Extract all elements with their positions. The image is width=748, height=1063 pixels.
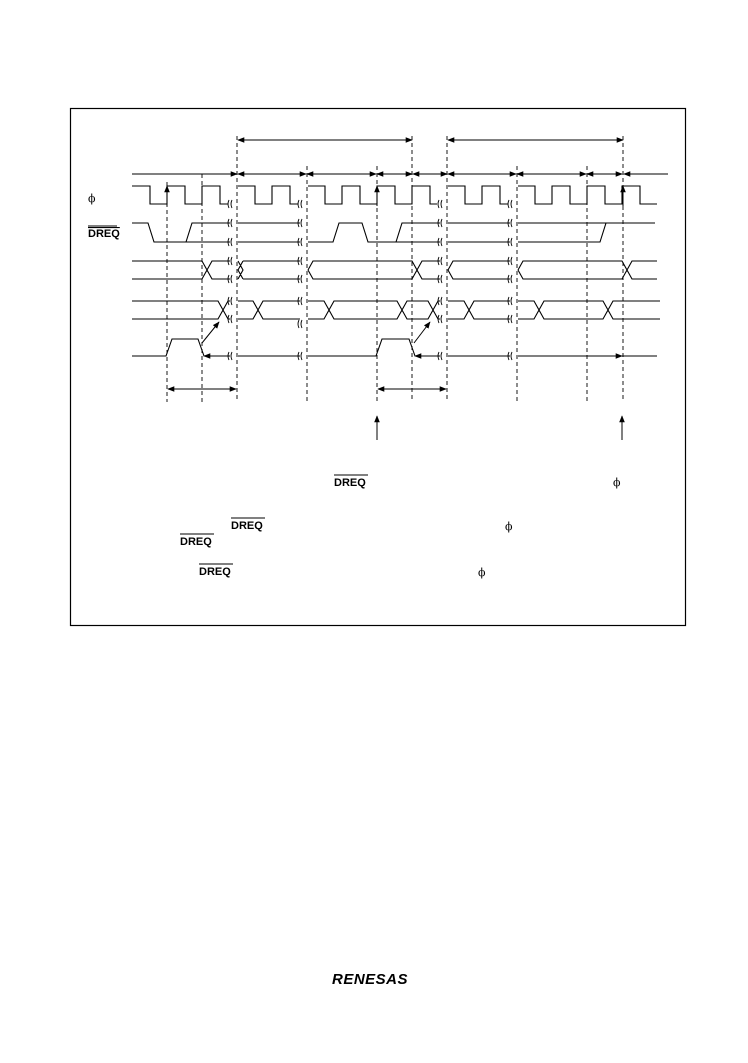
break-marks bbox=[228, 200, 512, 360]
dreq-signal-label: DREQ bbox=[88, 228, 120, 240]
reference-lines bbox=[167, 136, 623, 402]
clock-signal-label: ϕ bbox=[88, 192, 96, 205]
edge-pointer-arrows bbox=[202, 322, 430, 343]
clock-waveform bbox=[132, 186, 657, 204]
note3-phi: ϕ bbox=[478, 566, 486, 579]
renesas-logo bbox=[332, 971, 408, 988]
note2-phi: ϕ bbox=[505, 520, 513, 533]
bus-signal-2 bbox=[132, 301, 660, 319]
note2-dreq-a: DREQ bbox=[231, 520, 263, 532]
note1-dreq: DREQ bbox=[334, 477, 366, 489]
note1-phi: ϕ bbox=[613, 476, 621, 489]
note3-dreq: DREQ bbox=[199, 566, 231, 578]
bus-signal-1 bbox=[132, 261, 657, 279]
sampling-up-arrows bbox=[377, 416, 622, 440]
svg-text:RENESAS: RENESAS bbox=[332, 971, 409, 988]
note2-dreq-b: DREQ bbox=[180, 536, 212, 548]
dreq-waveform bbox=[132, 223, 655, 242]
pulse-signal bbox=[132, 339, 657, 356]
